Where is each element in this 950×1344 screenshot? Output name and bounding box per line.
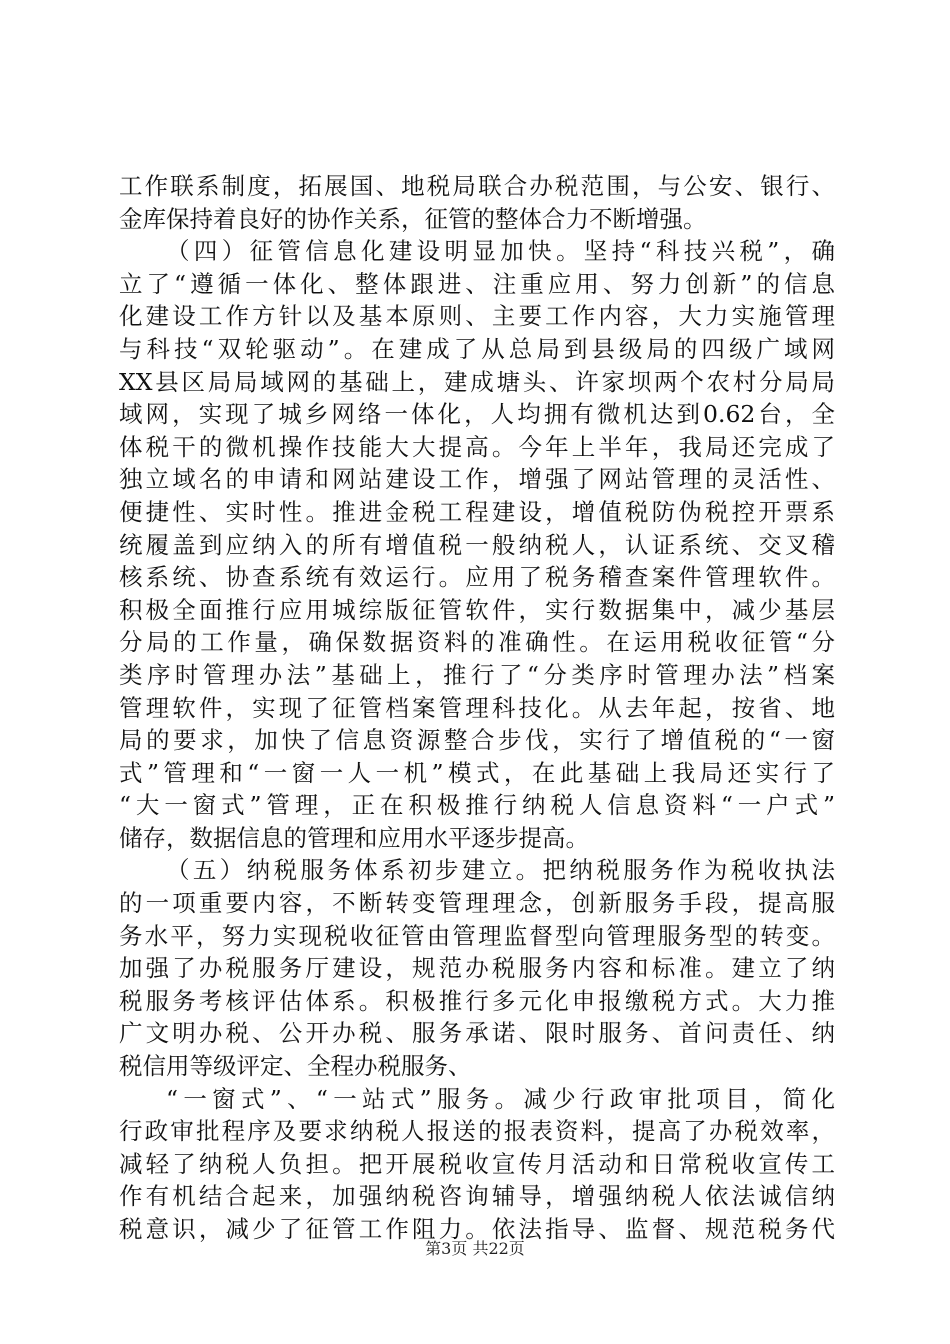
text-line: 税服务考核评估体系。积极推行多元化申报缴税方式。大力推 xyxy=(119,986,835,1015)
text-line: 行政审批程序及要求纳税人报送的报表资料，提高了办税效率， xyxy=(119,1117,835,1146)
paragraph-start-line: （四）征管信息化建设明显加快。坚持“科技兴税”，确 xyxy=(166,237,835,266)
text-line: 类序时管理办法”基础上，推行了“分类序时管理办法”档案 xyxy=(119,660,835,689)
text-line: 体税干的微机操作技能大大提高。今年上半年，我局还完成了 xyxy=(119,432,835,461)
text-line: 便捷性、实时性。推进金税工程建设，增值税防伪税控开票系 xyxy=(119,497,835,526)
text-line: 积极全面推行应用城综版征管软件，实行数据集中，减少基层 xyxy=(119,595,835,624)
text-line: “大一窗式”管理，正在积极推行纳税人信息资料“一户式” xyxy=(119,791,835,820)
page-number: 第3页 共22页 xyxy=(425,1239,525,1258)
text-line: 税意识，减少了征管工作阻力。依法指导、监督、规范税务代 xyxy=(119,1215,835,1243)
text-line: 式”管理和“一窗一人一机”模式，在此基础上我局还实行了 xyxy=(119,758,835,787)
text-line: 域网，实现了城乡网络一体化，人均拥有微机达到0.62台，全 xyxy=(119,400,835,429)
text-line: 管理软件，实现了征管档案管理科技化。从去年起，按省、地 xyxy=(119,693,835,722)
text-line: 立了“遵循一体化、整体跟进、注重应用、努力创新”的信息 xyxy=(119,269,835,298)
text-line: 务水平，努力实现税收征管由管理监督型向管理服务型的转变。 xyxy=(119,921,835,950)
text-line: 减轻了纳税人负担。把开展税收宣传月活动和日常税收宣传工 xyxy=(119,1149,835,1178)
paragraph-start-line: （五）纳税服务体系初步建立。把纳税服务作为税收执法 xyxy=(166,856,835,885)
paragraph-start-line: “一窗式”、“一站式”服务。减少行政审批项目，简化 xyxy=(166,1084,835,1113)
text-line: 作有机结合起来，加强纳税咨询辅导，增强纳税人依法诚信纳 xyxy=(119,1182,835,1211)
text-line: 与科技“双轮驱动”。在建成了从总局到县级局的四级广域网 xyxy=(119,334,835,363)
text-line: 金库保持着良好的协作关系，征管的整体合力不断增强。 xyxy=(119,204,707,233)
text-line: XX县区局局域网的基础上，建成塘头、许家坝两个农村分局局 xyxy=(119,367,835,396)
text-line: 税信用等级评定、全程办税服务、 xyxy=(119,1052,472,1081)
text-line: 储存，数据信息的管理和应用水平逐步提高。 xyxy=(119,823,589,852)
text-line: 化建设工作方针以及基本原则、主要工作内容，大力实施管理 xyxy=(119,302,835,331)
text-line: 广文明办税、公开办税、服务承诺、限时服务、首问责任、纳 xyxy=(119,1019,835,1048)
text-line: 局的要求，加快了信息资源整合步伐，实行了增值税的“一窗 xyxy=(119,726,835,755)
text-line: 加强了办税服务厅建设，规范办税服务内容和标准。建立了纳 xyxy=(119,954,835,983)
text-line: 分局的工作量，确保数据资料的准确性。在运用税收征管“分 xyxy=(119,628,835,657)
page-footer xyxy=(0,1239,950,1259)
text-line: 统履盖到应纳入的所有增值税一般纳税人，认证系统、交叉稽 xyxy=(119,530,835,559)
text-line: 核系统、协查系统有效运行。应用了税务稽查案件管理软件。 xyxy=(119,563,835,592)
text-line: 的一项重要内容，不断转变管理理念，创新服务手段，提高服 xyxy=(119,889,835,918)
text-line: 工作联系制度，拓展国、地税局联合办税范围，与公安、银行、 xyxy=(119,172,835,200)
body-text xyxy=(119,170,835,1246)
text-line: 独立域名的申请和网站建设工作，增强了网站管理的灵活性、 xyxy=(119,465,835,494)
